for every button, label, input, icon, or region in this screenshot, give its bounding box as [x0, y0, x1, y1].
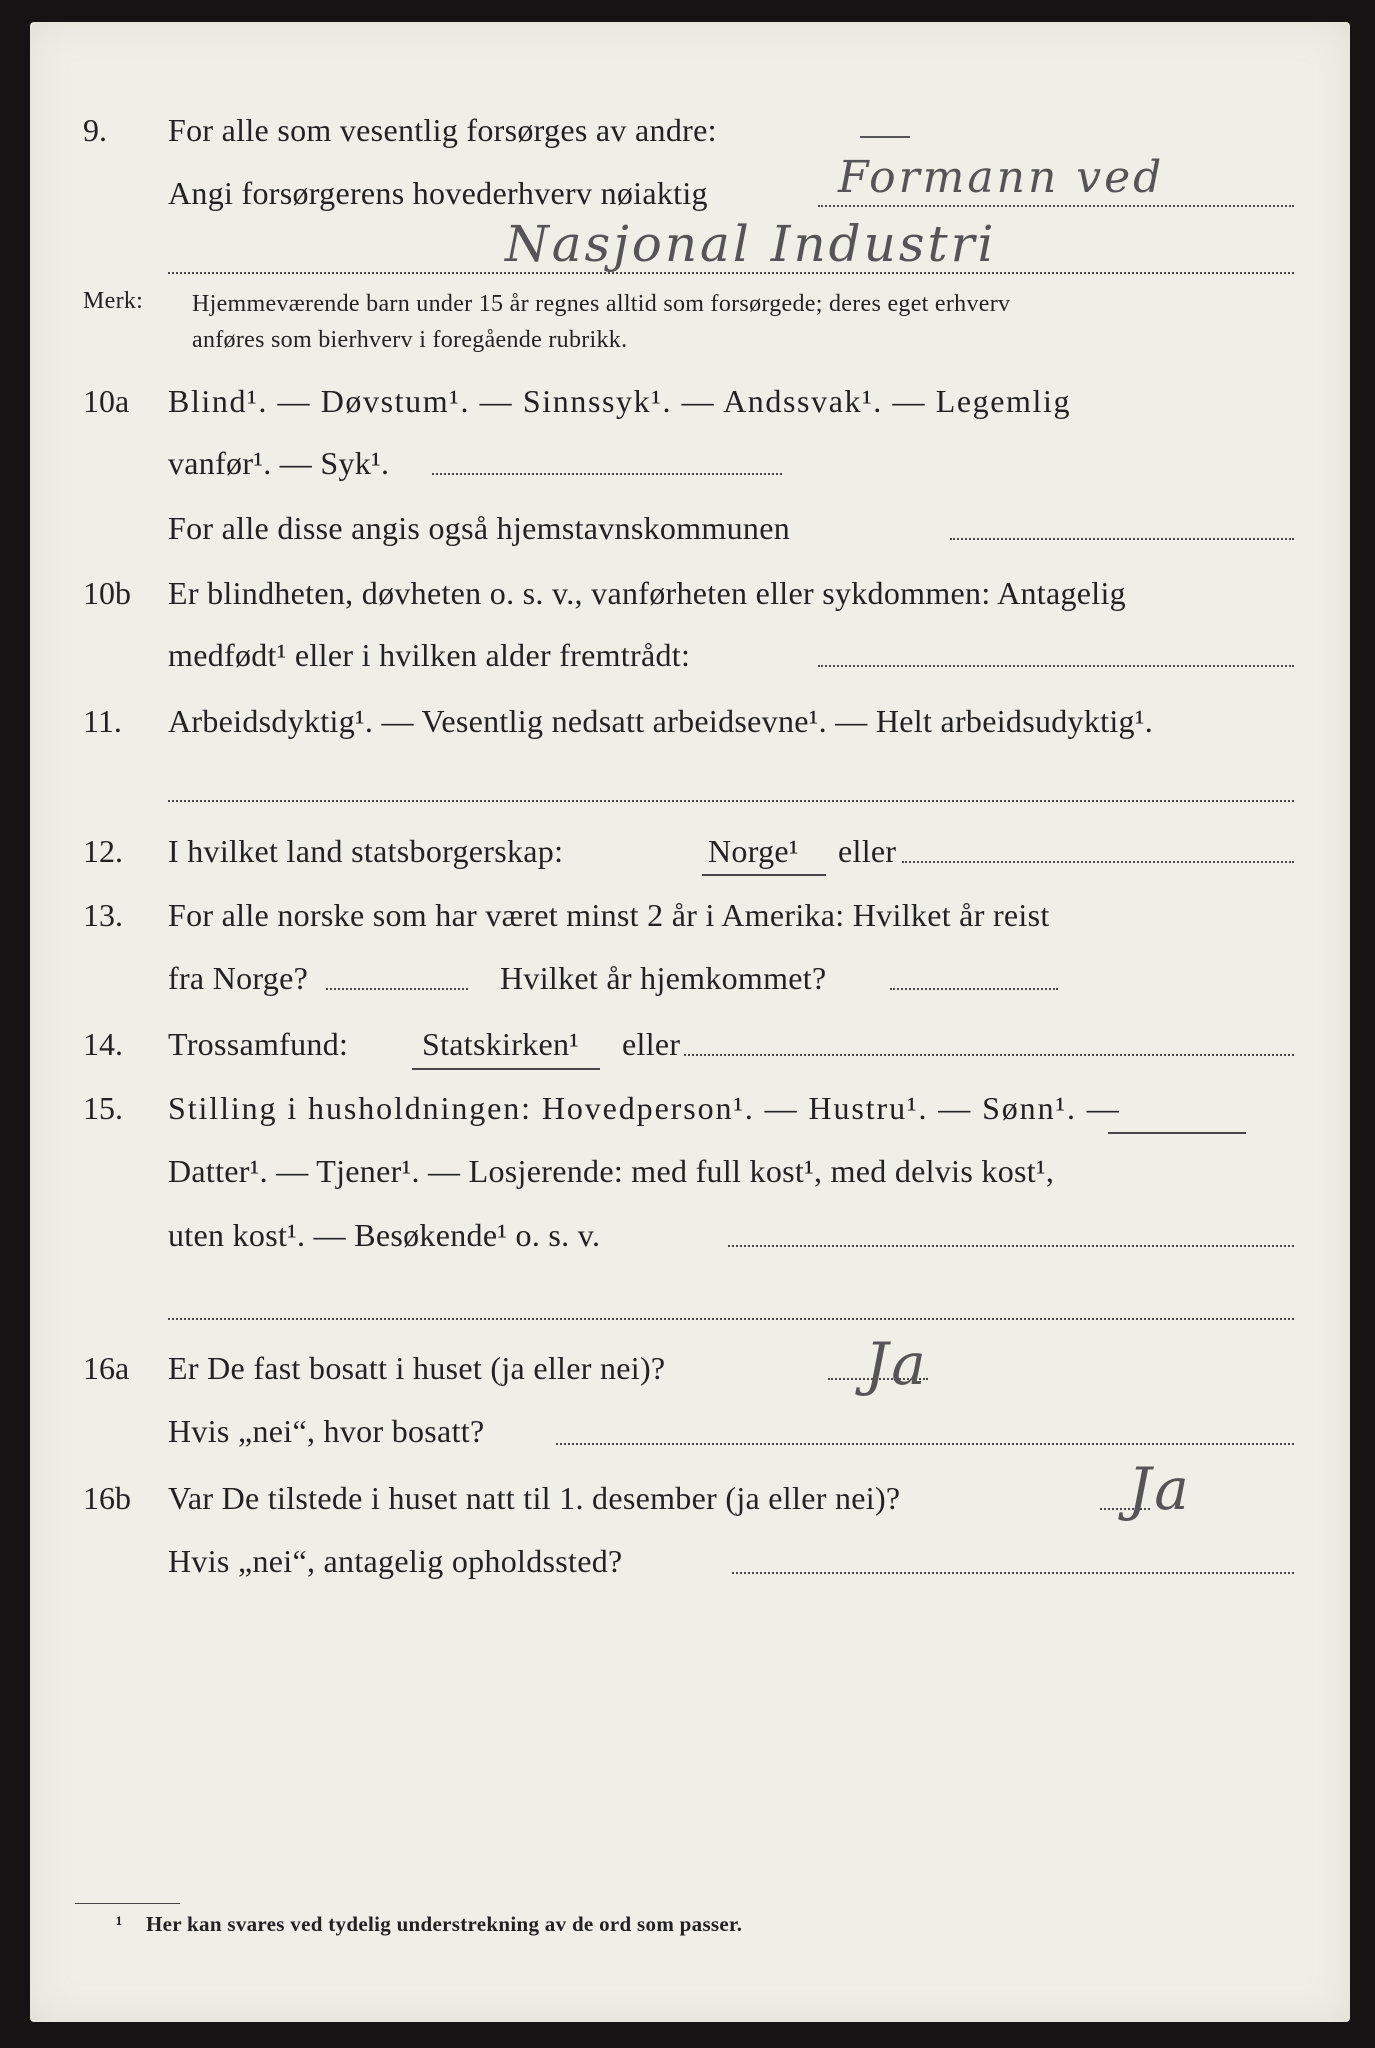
footnote-rule: [75, 1903, 180, 1904]
note-line1: Hjemmeværende barn under 15 år regnes alltid som forsørgede; deres eget erhverv: [192, 291, 1011, 317]
q10a-line1: Blind¹. — Døvstum¹. — Sinnssyk¹. — Andssvak¹. — Legemlig: [168, 383, 1072, 419]
q10b-line2: medfødt¹ eller i hvilken alder fremtrådt:: [168, 637, 691, 673]
q10b-number: 10b: [83, 575, 131, 611]
q12-prefix: I hvilket land statsborgerskap:: [168, 833, 564, 869]
q16b-handwritten-answer: Ja: [1128, 1455, 1192, 1523]
q16a-handwritten-answer: Ja: [865, 1330, 929, 1398]
q15-line3: uten kost¹. — Besøkende¹ o. s. v.: [168, 1217, 601, 1253]
q14-dotted-line: [684, 1054, 1294, 1056]
q15-dotted-line-1: [728, 1245, 1294, 1247]
q15-line2: Datter¹. — Tjener¹. — Losjerende: med full kost¹, med delvis kost¹,: [168, 1153, 1055, 1189]
q10b-line1: Er blindheten, døvheten o. s. v., vanførheten eller sykdommen: Antagelig: [168, 575, 1126, 611]
q13-dotted-line-2: [890, 988, 1058, 990]
q15-underline-sonn: [1108, 1132, 1246, 1134]
q14-prefix: Trossamfund:: [168, 1026, 349, 1062]
q16a-dotted-line-2: [556, 1443, 1294, 1445]
q10a-dotted-line-2: [950, 538, 1294, 540]
q9-dotted-line-1: [818, 205, 1294, 207]
q14-suffix: eller: [622, 1026, 681, 1062]
q9-handwritten-answer-2: Nasjonal Industri: [505, 215, 997, 273]
q16b-number: 16b: [83, 1480, 131, 1516]
q15-number: 15.: [83, 1090, 123, 1126]
q12-dotted-line: [902, 861, 1294, 863]
q12-option-norge: Norge¹: [708, 833, 799, 869]
q15-dotted-line-2: [168, 1318, 1294, 1320]
note-line2: anføres som bierhverv i foregående rubrikk.: [192, 327, 628, 353]
q13-number: 13.: [83, 897, 123, 933]
q9-line1: For alle som vesentlig forsørges av andre:: [168, 112, 717, 148]
q16b-line2: Hvis „nei“, antagelig opholdssted?: [168, 1543, 623, 1579]
q9-dash: [860, 136, 910, 138]
q16a-line2: Hvis „nei“, hvor bosatt?: [168, 1413, 485, 1449]
q10a-line2: vanfør¹. — Syk¹.: [168, 445, 390, 481]
q15-line1: Stilling i husholdningen: Hovedperson¹. — Hustru¹. — Sønn¹. —: [168, 1090, 1121, 1126]
q16a-number: 16a: [83, 1350, 130, 1386]
q16b-dotted-line-2: [732, 1572, 1294, 1574]
q9-number: 9.: [83, 112, 107, 148]
q10a-line3: For alle disse angis også hjemstavnskommunen: [168, 510, 791, 546]
q14-option-statskirken: Statskirken¹: [422, 1026, 580, 1062]
q12-number: 12.: [83, 833, 123, 869]
q10a-number: 10a: [83, 383, 130, 419]
q12-suffix: eller: [838, 833, 897, 869]
q10b-dotted-line: [818, 665, 1294, 667]
q12-underline: [702, 874, 826, 876]
form-page: [30, 22, 1350, 2022]
q13-dotted-line-1: [326, 988, 468, 990]
footnote-mark: ¹: [116, 1912, 123, 1936]
note-label: Merk:: [83, 288, 144, 314]
q11-dotted-line: [168, 800, 1294, 802]
q13-line2a: fra Norge?: [168, 960, 309, 996]
q9-handwritten-answer-1: Formann ved: [838, 152, 1165, 203]
q11-number: 11.: [83, 703, 122, 739]
q13-line2b: Hvilket år hjemkommet?: [500, 960, 827, 996]
footnote-text: Her kan svares ved tydelig understrekning av de ord som passer.: [146, 1912, 743, 1936]
q11-line1: Arbeidsdyktig¹. — Vesentlig nedsatt arbeidsevne¹. — Helt arbeidsudyktig¹.: [168, 703, 1154, 739]
q13-line1: For alle norske som har været minst 2 år i Amerika: Hvilket år reist: [168, 897, 1050, 933]
q16b-line1: Var De tilstede i huset natt til 1. desember (ja eller nei)?: [168, 1480, 901, 1516]
q14-underline: [412, 1068, 600, 1070]
q14-number: 14.: [83, 1026, 123, 1062]
q10a-dotted-line-1: [432, 473, 782, 475]
q9-line2: Angi forsørgerens hovederhverv nøiaktig: [168, 175, 708, 211]
q16a-line1: Er De fast bosatt i huset (ja eller nei)?: [168, 1350, 666, 1386]
